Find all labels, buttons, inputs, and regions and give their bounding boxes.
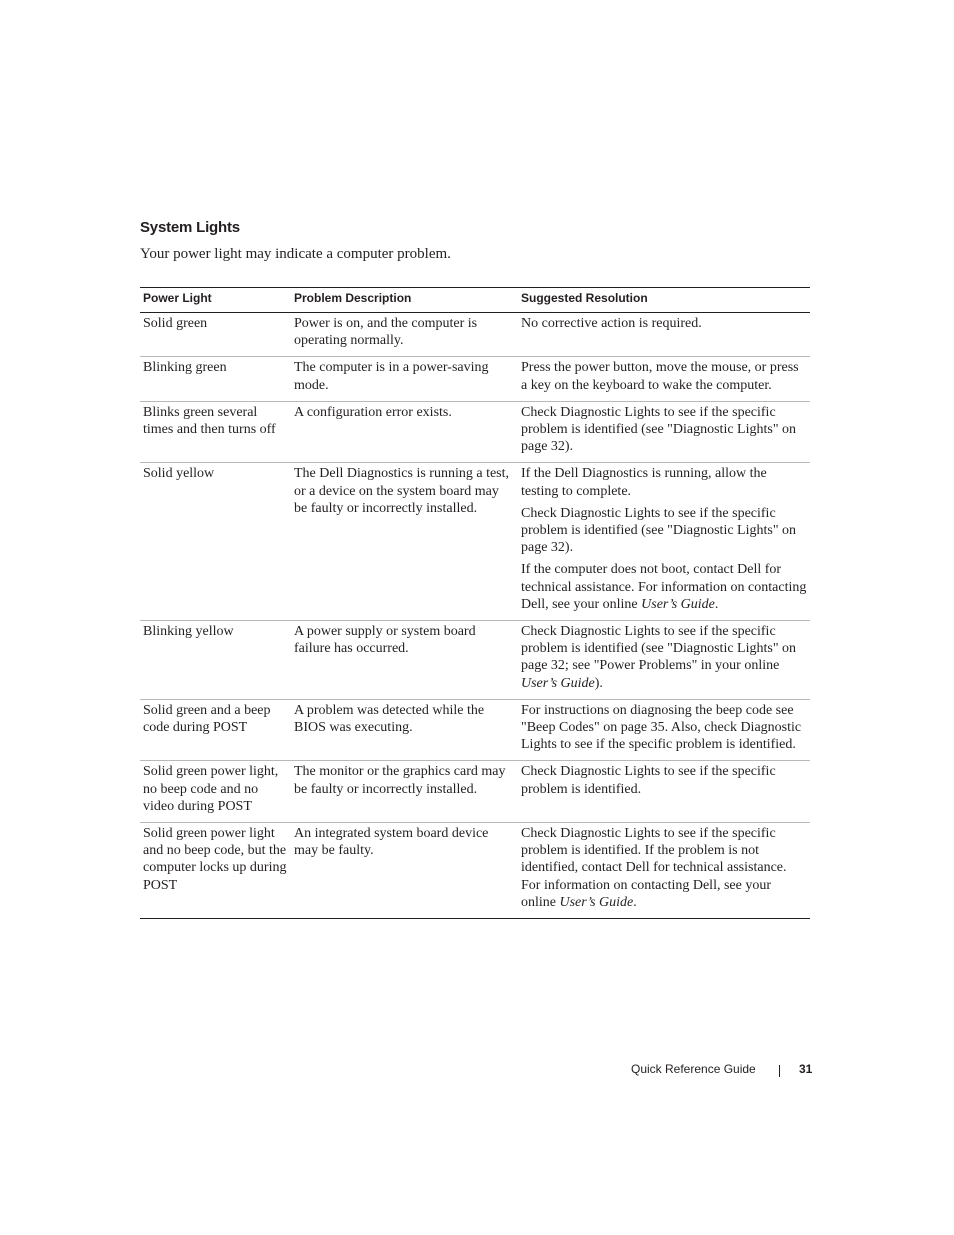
footer-title: Quick Reference Guide bbox=[631, 1062, 756, 1076]
resolution-paragraph bbox=[521, 404, 807, 456]
problem-description-cell: The Dell Diagnostics is running a test, or a device on the system board may be faulty or incorrectly installed. bbox=[291, 463, 518, 621]
resolution-text: No corrective action is required. bbox=[521, 316, 702, 331]
suggested-resolution-cell bbox=[518, 401, 810, 463]
suggested-resolution-cell bbox=[518, 761, 810, 823]
power-light-cell: Solid green bbox=[140, 313, 291, 357]
problem-description-cell: A problem was detected while the BIOS was executing. bbox=[291, 699, 518, 761]
resolution-text: Check Diagnostic Lights to see if the specific problem is identified (see "Diagnostic Lights" on page 32; see "Power Problems" in your online bbox=[521, 624, 797, 674]
table-row bbox=[140, 823, 810, 919]
header-power-light: Power Light bbox=[140, 288, 291, 313]
intro-text: Your power light may indicate a computer problem. bbox=[140, 246, 451, 262]
resolution-paragraph bbox=[521, 465, 807, 499]
table-row bbox=[140, 357, 810, 401]
header-problem-description: Problem Description bbox=[291, 288, 518, 313]
power-light-cell: Solid yellow bbox=[140, 463, 291, 621]
table-body bbox=[140, 313, 810, 919]
resolution-text: Check Diagnostic Lights to see if the specific problem is identified. bbox=[521, 764, 776, 797]
resolution-paragraph bbox=[521, 702, 807, 754]
system-lights-table bbox=[140, 287, 810, 919]
suggested-resolution-cell bbox=[518, 621, 810, 700]
problem-description-cell: A power supply or system board failure has occurred. bbox=[291, 621, 518, 700]
resolution-text: . bbox=[714, 596, 719, 612]
resolution-text: Check Diagnostic Lights to see if the specific problem is identified. If the problem is not identified, contact Dell for technical assistance. For information on contacting Dell, see your online bbox=[521, 826, 787, 910]
guide-reference: User’s Guide bbox=[559, 894, 634, 910]
resolution-text: If the computer does not boot, contact Dell for technical assistance. For information on contacting Dell, see your online bbox=[521, 562, 807, 612]
suggested-resolution-cell bbox=[518, 463, 810, 621]
table-header-row bbox=[140, 288, 810, 313]
table-row bbox=[140, 463, 810, 621]
problem-description-cell: The computer is in a power-saving mode. bbox=[291, 357, 518, 401]
suggested-resolution-cell bbox=[518, 823, 810, 919]
guide-reference: User’s Guide bbox=[641, 596, 715, 612]
table-row bbox=[140, 761, 810, 823]
resolution-paragraph bbox=[521, 505, 807, 557]
power-light-cell: Solid green power light, no beep code and no video during POST bbox=[140, 761, 291, 823]
page-number: 31 bbox=[799, 1062, 813, 1076]
resolution-text: Press the power button, move the mouse, or press a key on the keyboard to wake the computer. bbox=[521, 360, 799, 393]
resolution-text: Check Diagnostic Lights to see if the specific problem is identified (see "Diagnostic Lights" on page 32). bbox=[521, 505, 797, 556]
resolution-paragraph bbox=[521, 763, 807, 797]
section-heading: System Lights bbox=[140, 219, 240, 236]
problem-description-cell: A configuration error exists. bbox=[291, 401, 518, 463]
guide-reference: User’s Guide bbox=[521, 675, 595, 691]
power-light-cell: Solid green power light and no beep code, but the computer locks up during POST bbox=[140, 823, 291, 919]
power-light-cell: Blinks green several times and then turns off bbox=[140, 401, 291, 463]
resolution-paragraph bbox=[521, 359, 807, 393]
resolution-text: . bbox=[633, 894, 637, 910]
problem-description-cell: Power is on, and the computer is operating normally. bbox=[291, 313, 518, 357]
table-row bbox=[140, 313, 810, 357]
resolution-paragraph bbox=[521, 825, 807, 911]
power-light-cell: Blinking green bbox=[140, 357, 291, 401]
power-light-cell: Blinking yellow bbox=[140, 621, 291, 700]
resolution-text: If the Dell Diagnostics is running, allow the testing to complete. bbox=[521, 466, 767, 499]
suggested-resolution-cell bbox=[518, 699, 810, 761]
resolution-text: ). bbox=[594, 675, 603, 691]
problem-description-cell: The monitor or the graphics card may be faulty or incorrectly installed. bbox=[291, 761, 518, 823]
resolution-paragraph bbox=[521, 561, 807, 613]
problem-description-cell: An integrated system board device may be faulty. bbox=[291, 823, 518, 919]
resolution-paragraph bbox=[521, 623, 807, 692]
table-row bbox=[140, 699, 810, 761]
footer-separator bbox=[779, 1065, 780, 1077]
power-light-cell: Solid green and a beep code during POST bbox=[140, 699, 291, 761]
resolution-text: Check Diagnostic Lights to see if the specific problem is identified (see "Diagnostic Lights" on page 32). bbox=[521, 404, 797, 455]
header-suggested-resolution: Suggested Resolution bbox=[518, 288, 810, 313]
suggested-resolution-cell bbox=[518, 313, 810, 357]
table-row bbox=[140, 621, 810, 700]
resolution-text: For instructions on diagnosing the beep code see "Beep Codes" on page 35. Also, check Diagnostic Lights to see if the specific problem is identified. bbox=[521, 702, 802, 753]
resolution-paragraph bbox=[521, 315, 807, 332]
suggested-resolution-cell bbox=[518, 357, 810, 401]
table-row bbox=[140, 401, 810, 463]
